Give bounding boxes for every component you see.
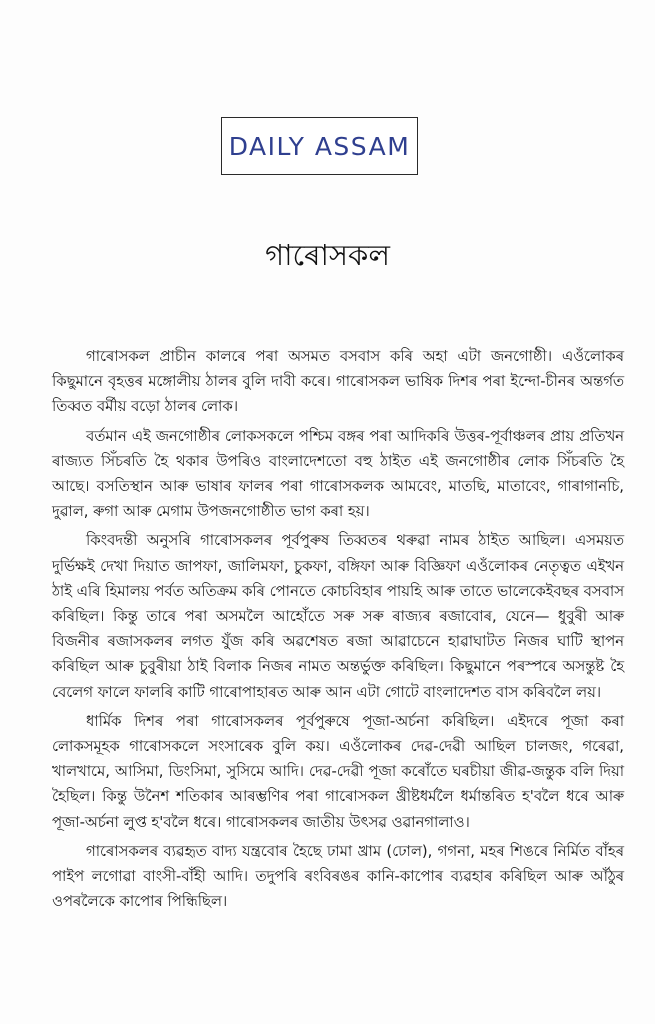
article-body <box>52 344 624 918</box>
paragraph-4: ধাৰ্মিক দিশৰ পৰা গাৰোসকলৰ পূৰ্বপুৰুষে পূজা-অৰ্চনা কৰিছিল। এইদৰে পূজা কৰা লোকসমূহক গাৰোসকলে সংসাৰেক বুলি কয়। এওঁলোকৰ দেৱ-দেৱী আছিল চালজং, গৰেৱা, খালখামে, আসিমা, ডিংসিমা, সুসিমে আদি। দেৱ-দেৱী পূজা কৰোঁতে ঘৰচীয়া জীৱ-জন্তুক বলি দিয়া হৈছিল। কিন্তু উনৈশ শতিকাৰ আৰম্ভণিৰ পৰা গাৰোসকল খ্ৰীষ্টধৰ্মলৈ ধৰ্মান্তৰিত হ'বলৈ ধৰে আৰু পূজা-অৰ্চনা লুপ্ত হ'বলৈ ধৰে। গাৰোসকলৰ জাতীয় উৎসৱ ওৱানগালাও। <box>52 712 624 831</box>
stamp-text: DAILY ASSAM <box>228 131 411 161</box>
paragraph-3: কিংবদন্তী অনুসৰি গাৰোসকলৰ পূৰ্বপুৰুষ তিব্বতৰ থৰুৱা নামৰ ঠাইত আছিল। এসময়ত দুৰ্ভিক্ষই দেখা দিয়াত জাপফা, জালিমফা, চুকফা, বঙ্গিফা আৰু বিজ্ঞিফা এওঁলোকৰ নেতৃত্বত এইখন ঠাই এৰি হিমালয় পৰ্বত অতিক্ৰম কৰি পোনতে কোচবিহাৰ পায়হি আৰু তাতে ভালেকেইবছৰ বসবাস কৰিছিল। কিন্তু তাৰে পৰা অসমলৈ আহোঁতে সৰু সৰু ৰাজ্যৰ ৰজাবোৰ, যেনে— ধুবুৰী আৰু বিজনীৰ ৰজাসকলৰ লগত যুঁজ কৰি অৱশেষত ৰজা আৱাচেনে হাৱাঘাটত নিজৰ ঘাটি স্থাপন কৰিছিল আৰু চুবুৰীয়া ঠাই বিলাক নিজৰ নামত অন্তৰ্ভুক্ত কৰিছিল। কিছুমানে পৰস্পৰে অসন্তুষ্ট হৈ বেলেগ ফালে ফালৰি কাটি গাৰোপাহাৰত আৰু আন এটা গোটে বাংলাদেশত বাস কৰিবলৈ লয়। <box>52 532 624 701</box>
page-title: গাৰোসকল <box>265 238 390 272</box>
paragraph-5: গাৰোসকলৰ ব্যৱহৃত বাদ্য যন্ত্ৰবোৰ হৈছে ঢামা খ্ৰাম (ঢোল), গগনা, মহৰ শিঙৰে নিৰ্মিত বাঁহৰ পাইপ লগোৱা বাংসী-বাঁহী আদি। তদুপৰি ৰংবিৰঙৰ কানি-কাপোৰ ব্যৱহাৰ কৰিছিল আৰু আঁঠুৰ ওপৰলৈকে কাপোৰ পিন্ধিছিল। <box>52 842 624 911</box>
paragraph-2: বৰ্তমান এই জনগোষ্ঠীৰ লোকসকলে পশ্চিম বঙ্গৰ পৰা আদিকৰি উত্তৰ-পূৰ্বাঞ্চলৰ প্ৰায় প্ৰতিখন ৰাজ্যত সিঁচৰতি হৈ থকাৰ উপৰিও বাংলাদেশতো বহু ঠাইত এই জনগোষ্ঠীৰ লোক সিঁচৰতি হৈ আছে। বসতিস্থান আৰু ভাষাৰ ফালৰ পৰা গাৰোসকলক আমবেং, মাতছি, মাতাবেং, গাৰাগানচি, দুৱাল, ৰুগা আৰু মেগাম উপজনগোষ্ঠীত ভাগ কৰা হয়। <box>52 427 624 521</box>
daily-assam-stamp <box>221 117 418 175</box>
paragraph-1: গাৰোসকল প্ৰাচীন কালৰে পৰা অসমত বসবাস কৰি অহা এটা জনগোষ্ঠী। এওঁলোকৰ কিছুমানে বৃহত্তৰ মঙ্গোলীয় ঠালৰ বুলি দাবী কৰে। গাৰোসকল ভাষিক দিশৰ পৰা ইন্দো-চীনৰ অন্তৰ্গত তিব্বত বৰ্মীয় বড়ো ঠালৰ লোক। <box>52 348 624 416</box>
